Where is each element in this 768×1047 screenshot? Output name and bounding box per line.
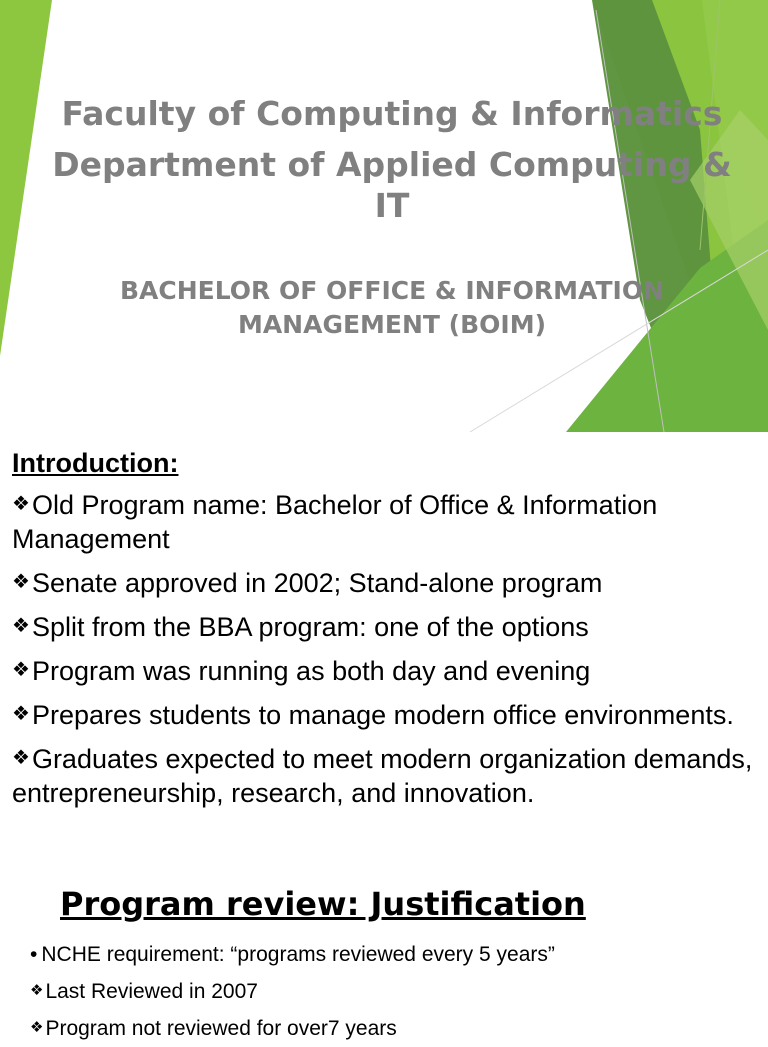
diamond-bullet-icon: ❖ (12, 657, 30, 681)
list-item (12, 486, 762, 556)
diamond-bullet-icon: ❖ (12, 569, 30, 593)
diamond-bullet-icon: ❖ (30, 1018, 44, 1036)
dot-bullet-icon: • (30, 943, 38, 966)
diamond-bullet-icon: ❖ (12, 613, 30, 637)
diamond-bullet-icon: ❖ (30, 981, 44, 999)
program-review-heading: Program review: Justification (60, 885, 586, 923)
list-item (12, 740, 762, 810)
list-item-text: Last Reviewed in 2007 (45, 980, 258, 1003)
list-item-text: Old Program name: Bachelor of Office & Information Management (12, 490, 658, 554)
list-item-text: Graduates expected to meet modern organization demands, entrepreneurship, research, and innovation. (12, 744, 753, 808)
program-title: BACHELOR OF OFFICE & INFORMATION MANAGEMENT (BOIM) (120, 276, 664, 339)
introduction-section (12, 444, 762, 818)
program-review-list (30, 938, 750, 1047)
list-item-text: Prepares students to manage modern office environments. (31, 700, 734, 730)
list-item-text: Split from the BBA program: one of the options (31, 612, 589, 642)
list-item (30, 1010, 750, 1046)
diamond-bullet-icon: ❖ (12, 491, 30, 515)
list-item (12, 608, 762, 644)
list-item-text: Program not reviewed for over7 years (45, 1017, 397, 1040)
faculty-title: Faculty of Computing & Informatics (61, 94, 723, 133)
list-item-text: Program was running as both day and evening (31, 656, 591, 686)
introduction-list (12, 486, 762, 810)
diamond-bullet-icon: ❖ (12, 701, 30, 725)
list-item (12, 564, 762, 600)
list-item (12, 696, 762, 732)
list-item-text: Senate approved in 2002; Stand-alone program (31, 568, 603, 598)
department-title: Department of Applied Computing & IT (52, 145, 732, 225)
diamond-bullet-icon: ❖ (12, 745, 30, 769)
introduction-heading: Introduction: (12, 448, 179, 478)
list-item-text: NCHE requirement: “programs reviewed every 5 years” (41, 943, 555, 966)
list-item (30, 973, 750, 1009)
slide-header (0, 0, 768, 432)
list-item (12, 652, 762, 688)
list-item (30, 938, 750, 972)
